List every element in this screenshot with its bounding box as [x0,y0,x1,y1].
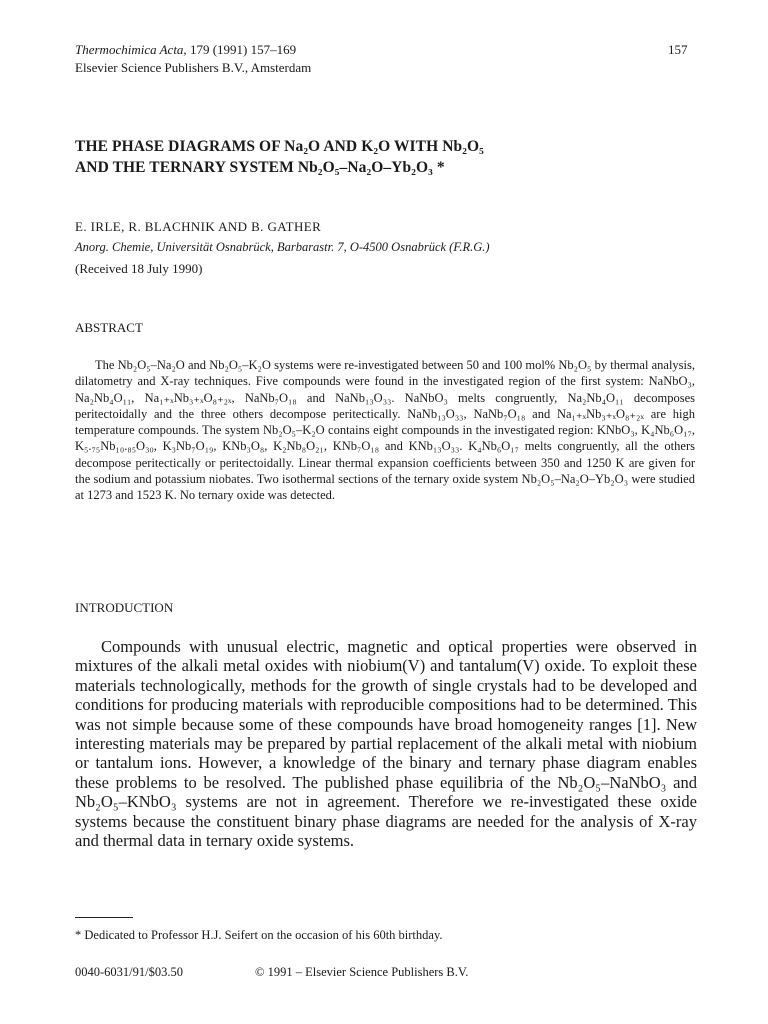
introduction-body [75,637,697,850]
title-line-2: AND THE TERNARY SYSTEM Nb₂O₅–Na₂O–Yb₂O₃ * [75,159,445,176]
running-header [75,41,296,58]
page-number: 157 [668,42,688,57]
abstract-heading: ABSTRACT [75,320,143,335]
affiliation: Anorg. Chemie, Universität Osnabrück, Barbarastr. 7, O-4500 Osnabrück (F.R.G.) [75,240,490,254]
abstract-text: The Nb₂O₅–Na₂O and Nb₂O₅–K₂O systems were re-investigated between 50 and 100 mol% Nb₂O₅ by thermal analysis, dilatometry and X-ray techniques. Five compounds were found in the investigated region of the first system: NaNbO₃, Na₂Nb₄O₁₁, Na₁₊ₓNb₃₊ₓO₈₊₂ₓ, NaNb₇O₁₈ and NaNb₁₃O₃₃. NaNbO₃ melts congruently, Na₂Nb₄O₁₁ decomposes peritectoidally and the three others decompose peritectically. NaNb₁₃O₃₃, NaNb₇O₁₈ and Na₁₊ₓNb₃₊ₓO₈₊₂ₓ are high temperature compounds. The system Nb₂O₅–K₂O contains eight compounds in the investigated region: KNbO₃, K₄Nb₆O₁₇, K₅.₇₅Nb₁₀.₈₅O₃₀, K₃Nb₇O₁₉, KNb₃O₈, K₂Nb₈O₂₁, KNb₇O₁₈ and KNb₁₃O₃₃. K₄Nb₆O₁₇ melts congruently, all the others decompose peritectically or peritectoidally. Linear thermal expansion coefficients between 350 and 1250 K are given for the sodium and potassium niobates. Two isothermal sections of the ternary oxide system Nb₂O₅–Na₂O–Yb₂O₃ were studied at 1273 and 1523 K. No ternary oxide was detected. [75,358,695,503]
citation: 179 (1991) 157–169 [189,42,297,57]
abstract-body [75,357,695,504]
footnote-divider [75,917,133,918]
received-date: (Received 18 July 1990) [75,261,203,276]
copyright-line: © 1991 – Elsevier Science Publishers B.V. [255,965,469,979]
authors: E. IRLE, R. BLACHNIK AND B. GATHER [75,219,322,234]
introduction-text: Compounds with unusual electric, magnetic and optical properties were observed in mixtures of the alkali metal oxides with niobium(V) and tantalum(V) oxide. To exploit these materials technologically, methods for the growth of single crystals had to be developed and conditions for producing materials with reproducible compositions had to be determined. This was not simple because some of these compounds have broad homogeneity ranges [1]. New interesting materials may be prepared by partial replacement of the alkali metal with niobium or tantalum ions. However, a knowledge of the binary and ternary phase diagram enables these problems to be resolved. The published phase equilibria of the Nb₂O₅–NaNbO₃ and Nb₂O₅–KNbO₃ systems are not in agreement. Therefore we re-investigated these oxide systems because the constituent binary phase diagrams are needed for the analysis of X-ray and thermal data in ternary oxide systems. [75,637,697,851]
title-line-1: THE PHASE DIAGRAMS OF Na₂O AND K₂O WITH Nb₂O₅ [75,138,484,155]
introduction-heading: INTRODUCTION [75,600,174,615]
journal-name: Thermochimica Acta, [75,42,187,57]
issn-price-code: 0040-6031/91/$03.50 [75,965,183,979]
publisher-line: Elsevier Science Publishers B.V., Amsterdam [75,60,312,75]
footnote: * Dedicated to Professor H.J. Seifert on the occasion of his 60th birthday. [75,928,443,942]
